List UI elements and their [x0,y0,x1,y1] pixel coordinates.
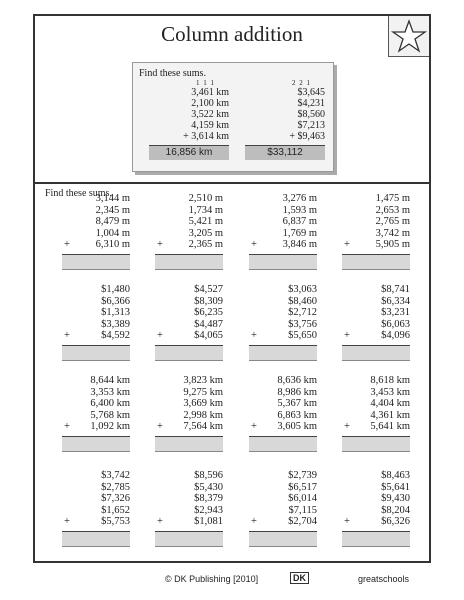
addend-value: 2,998 km [183,409,223,421]
addend [249,482,317,494]
addend-value: 3,353 km [90,386,130,398]
addend [62,216,130,228]
addend-value: 5,641 km [370,421,410,432]
plus-sign: + [344,330,350,341]
addend [155,307,223,319]
addend [249,387,317,399]
addend [342,398,410,410]
answer-box[interactable] [342,345,410,361]
answer-box[interactable] [249,345,317,361]
greatschools-logo: greatschools [358,574,410,584]
addend-value: $6,063 [381,318,410,330]
addend [62,228,130,240]
addend [342,307,410,319]
addend-value: 8,636 km [277,375,317,386]
addend [155,284,223,296]
addend [249,493,317,505]
addend-value: 3,823 km [183,375,223,386]
addend-value: 3,846 m [282,239,317,250]
addend [249,296,317,308]
addend-value: 6,310 m [95,239,130,250]
addend [62,493,130,505]
answer-box[interactable] [249,531,317,547]
last-addend [342,330,410,342]
last-addend [249,421,317,433]
addend-value: 1,734 m [188,204,223,216]
addend-value: $3,063 [288,284,317,295]
addend-value: 3,605 km [277,421,317,432]
last-addend [62,239,130,251]
addend-value: $8,379 [194,493,223,504]
addend-value: $6,235 [194,307,223,318]
dk-logo: DK [290,572,309,584]
addend-value: 8,986 km [277,386,317,398]
addend [62,505,130,517]
addition-problem [62,284,130,361]
addition-problem [62,470,130,547]
addend-value: $1,313 [101,307,130,318]
addend-value: $7,326 [101,493,130,504]
addend-value: $8,460 [288,295,317,307]
addend-value: 3,276 m [282,193,317,204]
addend [342,482,410,494]
addend [155,410,223,422]
plus-sign: + [64,516,70,527]
addend [249,410,317,422]
addition-problem [155,470,223,547]
answer-box[interactable] [249,436,317,452]
addition-problem [249,193,317,270]
addend-value: 1,475 m [375,193,410,204]
addend [342,193,410,205]
addend [249,284,317,296]
answer-box[interactable] [62,254,130,270]
addend-value: 3,144 m [95,193,130,204]
example-answer: $33,112 [245,145,325,160]
plus-sign: + [157,421,163,432]
addend [62,296,130,308]
example-box [132,62,334,172]
addend-value: 8,644 km [90,375,130,386]
answer-box[interactable] [155,436,223,452]
plus-sign: + [344,239,350,250]
addition-problem [62,375,130,452]
addend-value: $8,463 [381,470,410,481]
addend [62,284,130,296]
section-label: Find these sums. [45,188,112,199]
addend [249,375,317,387]
addend [249,319,317,331]
addend-value: $5,753 [101,516,130,527]
addend-value: $8,741 [381,284,410,295]
last-addend [62,516,130,528]
addition-problem [62,193,130,270]
addend [155,470,223,482]
addend [249,505,317,517]
addend [342,284,410,296]
answer-box[interactable] [62,345,130,361]
addend [155,375,223,387]
addend: $7,213 [297,120,325,131]
addition-problem [249,470,317,547]
last-addend [249,330,317,342]
addend [342,410,410,422]
addend [342,296,410,308]
answer-box[interactable] [155,531,223,547]
addend [342,216,410,228]
plus-sign: + [251,239,257,250]
last-addend [62,421,130,433]
addition-problem [342,193,410,270]
addition-problem [342,284,410,361]
answer-box[interactable] [342,254,410,270]
addend [249,193,317,205]
addend: $4,231 [297,98,325,109]
addend-value: 1,769 m [282,227,317,239]
addend [249,216,317,228]
addend [342,470,410,482]
addend-value: 1,004 m [95,227,130,239]
addend-value: 2,345 m [95,204,130,216]
addend [342,319,410,331]
addend-value: $7,115 [288,504,317,516]
plus-sign: + [157,330,163,341]
plus-sign: + [64,330,70,341]
addend [342,505,410,517]
addend: 4,159 km [191,120,229,131]
addition-problem [342,375,410,452]
last-addend [155,421,223,433]
addend [155,296,223,308]
last-addend [249,516,317,528]
addend [342,387,410,399]
last-addend [155,516,223,528]
addend: 3,522 km [191,109,229,120]
addend-value: 2,510 m [188,193,223,204]
addend [342,375,410,387]
addition-problem [155,375,223,452]
addend-value: $5,650 [288,330,317,341]
addend-value: $2,739 [288,470,317,481]
addend [342,493,410,505]
addition-problem [342,470,410,547]
addend-value: 2,653 m [375,204,410,216]
copyright-text: © DK Publishing [2010] [165,574,259,584]
addend-value: $4,487 [194,318,223,330]
addend-value: $2,943 [194,504,223,516]
addend-value: 7,564 km [183,421,223,432]
addend [62,387,130,399]
answer-box[interactable] [342,531,410,547]
addend-value: $4,592 [101,330,130,341]
addend-value: $1,652 [101,504,130,516]
addend-value: 2,365 m [188,239,223,250]
addend-value: $6,014 [288,493,317,504]
answer-box[interactable] [342,436,410,452]
plus-sign: + [251,421,257,432]
last-addend [155,330,223,342]
addend-value: 5,768 km [90,409,130,421]
addend [62,470,130,482]
addend-value: $2,785 [101,481,130,493]
addend-value: 6,863 km [277,409,317,421]
addend [155,482,223,494]
addend-value: 1,092 km [90,421,130,432]
worksheet-header [35,16,429,184]
addend-value: 5,421 m [188,216,223,227]
addend [155,193,223,205]
addend-value: $5,430 [194,481,223,493]
addend-value: 3,742 m [375,227,410,239]
example-column-km [149,79,229,160]
addend-value: $3,389 [101,318,130,330]
addend [155,205,223,217]
star-icon [388,16,429,57]
addend: $8,560 [297,109,325,120]
addend-value: 5,905 m [375,239,410,250]
addend [62,205,130,217]
addend-value: $1,480 [101,284,130,295]
answer-box[interactable] [62,531,130,547]
plus-sign: + [344,421,350,432]
addend-value: 6,400 km [90,398,130,409]
addend [155,505,223,517]
addend-value: 8,618 km [370,375,410,386]
worksheet-frame [33,14,431,563]
answer-box[interactable] [62,436,130,452]
answer-box[interactable] [155,345,223,361]
addend [62,398,130,410]
addend-value: 9,275 km [183,386,223,398]
addend-value: 2,765 m [375,216,410,227]
addend-value: 3,669 km [183,398,223,409]
carry-digits: 2 2 1 [292,79,311,87]
addend: + 3,614 km [183,131,229,142]
addend: $3,645 [297,87,325,98]
addend-value: $6,517 [288,481,317,493]
addition-problem [249,284,317,361]
last-addend [155,239,223,251]
addend [249,307,317,319]
addend-value: $4,065 [194,330,223,341]
plus-sign: + [344,516,350,527]
addend-value: $3,742 [101,470,130,481]
addend-value: $1,081 [194,516,223,527]
addend-value: 6,837 m [282,216,317,227]
example-column-dollars [245,79,325,160]
last-addend [342,239,410,251]
carry-digits: 1 1 1 [196,79,215,87]
addend-value: $9,430 [381,493,410,504]
addend [342,228,410,240]
addend-value: 1,593 m [282,204,317,216]
plus-sign: + [157,239,163,250]
plus-sign: + [64,421,70,432]
addend [155,216,223,228]
addend-value: 3,205 m [188,227,223,239]
addend-value: $8,309 [194,295,223,307]
answer-box[interactable] [249,254,317,270]
addition-problem [155,284,223,361]
addend [155,228,223,240]
addend [342,205,410,217]
addend-value: $3,231 [381,307,410,318]
addend-value: $6,326 [381,516,410,527]
addend: 2,100 km [191,98,229,109]
plus-sign: + [251,330,257,341]
last-addend [342,516,410,528]
addend [249,205,317,217]
plus-sign: + [64,239,70,250]
addend-value: $5,641 [381,481,410,493]
addend [155,398,223,410]
addend [62,410,130,422]
addend [249,398,317,410]
last-addend [249,239,317,251]
addend [62,482,130,494]
addend: 3,461 km [191,87,229,98]
addition-problem [249,375,317,452]
example-answer: 16,856 km [149,145,229,160]
addend-value: $4,527 [194,284,223,295]
plus-sign: + [157,516,163,527]
addend-value: 4,404 km [370,398,410,409]
addend [249,228,317,240]
addend-value: 3,453 km [370,386,410,398]
addend-value: 5,367 km [277,398,317,409]
addend-value: $8,596 [194,470,223,481]
addend [62,193,130,205]
addend-value: $2,712 [288,307,317,318]
addend [62,319,130,331]
addend: + $9,463 [289,131,325,142]
addend-value: $6,334 [381,295,410,307]
addend [62,375,130,387]
last-addend [342,421,410,433]
addend [155,387,223,399]
addend-value: $3,756 [288,318,317,330]
example-label: Find these sums. [139,68,206,79]
addend [62,307,130,319]
addend-value: 4,361 km [370,409,410,421]
answer-box[interactable] [155,254,223,270]
addend [155,493,223,505]
addend-value: $6,366 [101,295,130,307]
last-addend [62,330,130,342]
page-title: Column addition [161,22,303,46]
addend-value: 8,479 m [95,216,130,227]
addition-problem [155,193,223,270]
plus-sign: + [251,516,257,527]
addend-value: $2,704 [288,516,317,527]
addend [155,319,223,331]
addend-value: $8,204 [381,504,410,516]
addend-value: $4,096 [381,330,410,341]
addend [249,470,317,482]
